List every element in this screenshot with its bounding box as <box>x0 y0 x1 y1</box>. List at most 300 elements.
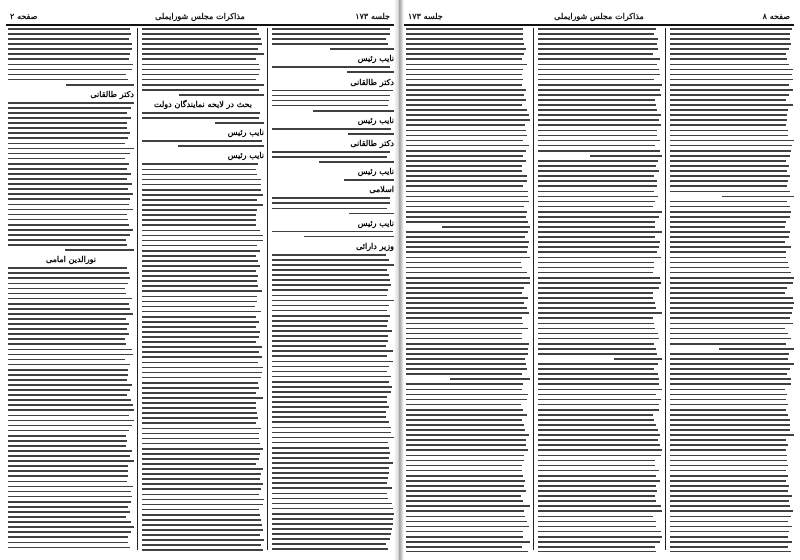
text-line <box>670 546 788 548</box>
text-line <box>670 140 794 142</box>
text-line <box>670 145 792 147</box>
text-line <box>538 526 656 528</box>
text-line <box>8 415 129 417</box>
text-line <box>272 264 394 266</box>
text-line <box>670 378 791 380</box>
text-line <box>406 399 527 401</box>
text-line <box>406 444 526 446</box>
text-line <box>406 69 523 71</box>
text-line <box>8 511 130 513</box>
text-line <box>272 371 387 373</box>
text-line <box>538 69 659 71</box>
text-line <box>406 165 522 167</box>
text-line <box>670 394 787 396</box>
text-line <box>142 473 261 475</box>
text-line <box>8 338 125 340</box>
text-line <box>406 424 524 426</box>
text-line <box>538 399 661 401</box>
text-line <box>406 373 522 375</box>
text-line <box>8 79 128 81</box>
text-line <box>8 333 129 335</box>
text-line <box>538 409 659 411</box>
text-line <box>406 114 529 116</box>
text-line <box>8 384 132 386</box>
text-line <box>8 43 132 45</box>
text-line <box>8 33 131 35</box>
text-line <box>406 465 522 467</box>
text-line <box>179 94 264 96</box>
text-line <box>272 493 387 495</box>
text-line <box>670 434 794 436</box>
text-line <box>8 204 129 206</box>
text-line <box>8 364 130 366</box>
text-line <box>272 538 390 540</box>
text-line <box>272 437 394 439</box>
text-line <box>538 74 660 76</box>
text-line <box>142 224 256 226</box>
text-line <box>8 389 130 391</box>
text-line <box>406 302 524 304</box>
text-line <box>670 439 786 441</box>
text-line <box>538 226 655 228</box>
text-line <box>8 521 131 523</box>
text-line <box>450 378 530 380</box>
text-line <box>538 363 658 365</box>
text-line <box>272 33 390 35</box>
text-line <box>8 491 131 493</box>
text-line <box>272 254 386 256</box>
text-line <box>272 523 393 525</box>
text-line <box>142 296 257 298</box>
text-line <box>8 455 130 457</box>
text-line <box>8 435 126 437</box>
text-line <box>406 119 530 121</box>
text-line <box>142 331 260 333</box>
text-line <box>538 124 661 126</box>
text-line <box>8 430 129 432</box>
text-line <box>8 102 134 104</box>
text-line <box>670 221 786 223</box>
text-line <box>670 521 788 523</box>
text-line <box>272 518 393 520</box>
text-line <box>406 155 523 157</box>
text-line <box>670 323 793 325</box>
text-line <box>538 394 656 396</box>
text-line <box>8 343 126 345</box>
text-line <box>670 343 786 345</box>
text-line <box>349 213 394 215</box>
text-line <box>8 323 129 325</box>
left-column-2 <box>142 28 264 552</box>
text-line <box>272 289 388 291</box>
text-line <box>142 407 256 409</box>
text-line <box>272 406 389 408</box>
text-line <box>406 404 521 406</box>
text-line <box>406 89 526 91</box>
text-line <box>406 94 524 96</box>
text-line <box>538 348 656 350</box>
text-line <box>406 531 523 533</box>
text-line <box>538 343 654 345</box>
text-line <box>406 185 523 187</box>
text-line <box>142 280 257 282</box>
text-line <box>142 402 256 404</box>
text-line <box>8 188 128 190</box>
speaker-heading: وزیر دارائی <box>356 240 394 251</box>
text-line <box>538 439 658 441</box>
text-line <box>142 285 258 287</box>
text-line <box>272 487 392 489</box>
text-line <box>670 150 791 152</box>
text-line <box>142 397 263 399</box>
text-line <box>406 449 528 451</box>
text-line <box>406 429 525 431</box>
text-line <box>142 544 261 546</box>
text-line <box>272 391 391 393</box>
text-line <box>538 79 654 81</box>
text-line <box>538 490 657 492</box>
text-line <box>538 378 659 380</box>
text-line <box>406 333 522 335</box>
text-line <box>142 463 256 465</box>
text-line <box>670 510 793 512</box>
text-line <box>272 197 390 199</box>
text-line <box>406 109 527 111</box>
text-line <box>538 33 654 35</box>
text-line <box>406 241 529 243</box>
text-line <box>142 422 256 424</box>
text-line <box>670 490 788 492</box>
text-line <box>272 259 389 261</box>
speaker-heading: نایب رئیس <box>227 150 264 161</box>
text-line <box>272 472 389 474</box>
text-line <box>8 214 127 216</box>
speaker-heading: نایب رئیس <box>227 127 264 138</box>
text-line <box>272 427 391 429</box>
text-line <box>670 404 788 406</box>
text-line <box>670 114 787 116</box>
text-line <box>538 373 658 375</box>
text-line <box>406 53 524 55</box>
text-line <box>590 155 662 157</box>
text-line <box>670 429 790 431</box>
text-line <box>272 452 390 454</box>
text-line <box>142 189 261 191</box>
speaker-heading: نایب رئیس <box>357 53 394 64</box>
text-line <box>538 323 654 325</box>
text-line <box>406 363 526 365</box>
text-line <box>142 260 258 262</box>
text-line <box>272 315 390 317</box>
text-line <box>538 536 662 538</box>
text-line <box>538 510 662 512</box>
text-line <box>142 69 260 71</box>
text-line <box>670 500 789 502</box>
text-line <box>406 150 526 152</box>
text-line <box>538 241 660 243</box>
text-line <box>142 240 263 242</box>
text-line <box>670 480 786 482</box>
text-line <box>142 270 256 272</box>
text-line <box>304 236 394 238</box>
text-line <box>406 64 527 66</box>
text-line <box>142 311 261 313</box>
text-line <box>538 419 654 421</box>
text-line <box>272 300 394 302</box>
text-line <box>142 483 263 485</box>
text-line <box>272 66 390 68</box>
text-line <box>142 174 257 176</box>
text-line <box>670 43 791 45</box>
text-line <box>142 64 259 66</box>
text-line <box>272 528 392 530</box>
text-line <box>670 109 788 111</box>
text-line <box>538 196 658 198</box>
text-line <box>670 389 785 391</box>
text-line <box>406 470 522 472</box>
text-line <box>8 168 127 170</box>
text-line <box>670 409 786 411</box>
text-line <box>406 389 522 391</box>
right-page-columns <box>404 28 794 552</box>
text-line <box>406 99 526 101</box>
text-line <box>8 547 130 549</box>
text-line <box>538 302 655 304</box>
text-line <box>142 33 259 35</box>
text-line <box>538 516 653 518</box>
text-line <box>8 234 130 236</box>
text-line <box>272 498 388 500</box>
text-line <box>406 206 524 208</box>
text-line <box>8 288 125 290</box>
text-line <box>406 328 528 330</box>
text-line <box>406 455 524 457</box>
text-line <box>538 312 662 314</box>
text-line <box>670 267 789 269</box>
text-line <box>142 321 259 323</box>
text-line <box>142 163 258 165</box>
text-line <box>406 211 527 213</box>
text-line <box>272 320 388 322</box>
text-line <box>406 262 521 264</box>
text-line <box>272 90 393 92</box>
text-line <box>142 306 255 308</box>
text-line <box>670 353 789 355</box>
text-line <box>538 160 658 162</box>
text-line <box>272 269 387 271</box>
text-line <box>142 351 259 353</box>
text-line <box>272 421 389 423</box>
text-line <box>272 231 393 233</box>
text-line <box>670 282 793 284</box>
text-line <box>8 283 128 285</box>
text-line <box>406 160 526 162</box>
text-line <box>406 140 523 142</box>
text-line <box>538 460 655 462</box>
text-line <box>406 58 522 60</box>
text-line <box>348 133 394 135</box>
text-line <box>670 505 790 507</box>
text-line <box>538 292 653 294</box>
text-line <box>406 196 528 198</box>
text-line <box>272 462 393 464</box>
text-line <box>538 541 660 543</box>
text-line <box>8 516 126 518</box>
text-line <box>142 362 258 364</box>
text-line <box>406 170 522 172</box>
text-line <box>538 444 660 446</box>
text-line <box>142 468 263 470</box>
text-line <box>670 272 791 274</box>
text-line <box>670 465 788 467</box>
text-line <box>719 348 794 350</box>
text-line <box>406 48 526 50</box>
text-line <box>8 536 128 538</box>
text-line <box>406 541 530 543</box>
text-line <box>8 193 133 195</box>
text-line <box>142 28 257 30</box>
text-line <box>406 175 527 177</box>
speaker-heading: اسلامی <box>369 184 394 195</box>
left-column-3 <box>8 28 134 552</box>
text-line <box>272 156 387 158</box>
speaker-heading: دکتر طالقانی <box>90 88 134 99</box>
text-line <box>670 241 785 243</box>
text-line <box>538 170 659 172</box>
left-page-number: صفحه ۲ <box>10 11 38 21</box>
text-line <box>66 84 134 86</box>
text-line <box>142 417 258 419</box>
text-line <box>272 386 392 388</box>
text-line <box>8 267 127 269</box>
text-line <box>8 293 126 295</box>
text-line <box>538 429 658 431</box>
text-line <box>670 201 787 203</box>
text-line <box>142 509 259 511</box>
text-line <box>670 216 790 218</box>
text-line <box>142 534 260 536</box>
text-line <box>538 53 653 55</box>
text-line <box>538 287 659 289</box>
text-line <box>142 326 256 328</box>
text-line <box>406 297 528 299</box>
text-line <box>272 202 390 204</box>
text-line <box>406 282 530 284</box>
text-line <box>142 204 263 206</box>
text-line <box>272 284 391 286</box>
text-line <box>538 282 661 284</box>
left-page-columns <box>6 28 394 552</box>
text-line <box>538 84 662 86</box>
text-line <box>142 38 261 40</box>
text-line <box>142 275 258 277</box>
text-line <box>406 490 526 492</box>
text-line <box>670 333 788 335</box>
column-rule <box>665 28 666 550</box>
text-line <box>406 216 526 218</box>
text-line <box>538 333 658 335</box>
text-line <box>142 387 259 389</box>
text-line <box>8 379 127 381</box>
text-line <box>670 119 787 121</box>
text-line <box>538 94 661 96</box>
speaker-heading: دکتر طالقانی <box>350 138 394 149</box>
text-line <box>538 251 657 253</box>
text-line <box>538 404 659 406</box>
left-page <box>6 10 394 552</box>
text-line <box>538 470 659 472</box>
text-line <box>538 130 657 132</box>
text-line <box>538 58 660 60</box>
text-line <box>406 485 524 487</box>
text-line <box>406 246 528 248</box>
text-line <box>8 369 128 371</box>
text-line <box>538 231 662 233</box>
text-line <box>406 221 528 223</box>
text-line <box>538 277 660 279</box>
text-line <box>8 272 129 274</box>
text-line <box>142 336 259 338</box>
text-line <box>538 485 656 487</box>
text-line <box>406 277 530 279</box>
text-line <box>538 495 655 497</box>
text-line <box>142 458 259 460</box>
text-line <box>406 191 528 193</box>
text-line <box>142 53 264 55</box>
text-line <box>272 95 390 97</box>
text-line <box>8 28 130 30</box>
text-line <box>142 169 256 171</box>
text-line <box>8 475 128 477</box>
text-line <box>670 135 788 137</box>
text-line <box>406 124 525 126</box>
text-line <box>538 317 653 319</box>
text-line <box>670 160 786 162</box>
text-line <box>538 500 656 502</box>
right-column-2 <box>538 28 662 552</box>
text-line <box>406 419 522 421</box>
text-line <box>670 363 794 365</box>
text-line <box>670 165 789 167</box>
text-line <box>538 449 662 451</box>
text-line <box>8 244 127 246</box>
text-line <box>8 112 127 114</box>
text-line <box>272 38 386 40</box>
text-line <box>272 310 387 312</box>
text-line <box>347 71 394 73</box>
text-line <box>670 338 791 340</box>
text-line <box>272 366 389 368</box>
text-line <box>272 482 387 484</box>
text-line <box>272 340 388 342</box>
text-line <box>538 246 659 248</box>
text-line <box>272 376 391 378</box>
text-line <box>142 488 261 490</box>
text-line <box>8 183 132 185</box>
text-line <box>142 346 262 348</box>
text-line <box>406 414 527 416</box>
text-line <box>272 43 388 45</box>
text-line <box>406 394 528 396</box>
text-line <box>319 161 394 163</box>
text-line <box>142 235 263 237</box>
text-line <box>142 392 256 394</box>
text-line <box>538 521 656 523</box>
text-line <box>406 43 524 45</box>
text-line <box>142 433 259 435</box>
text-line <box>142 117 259 119</box>
text-line <box>8 354 133 356</box>
